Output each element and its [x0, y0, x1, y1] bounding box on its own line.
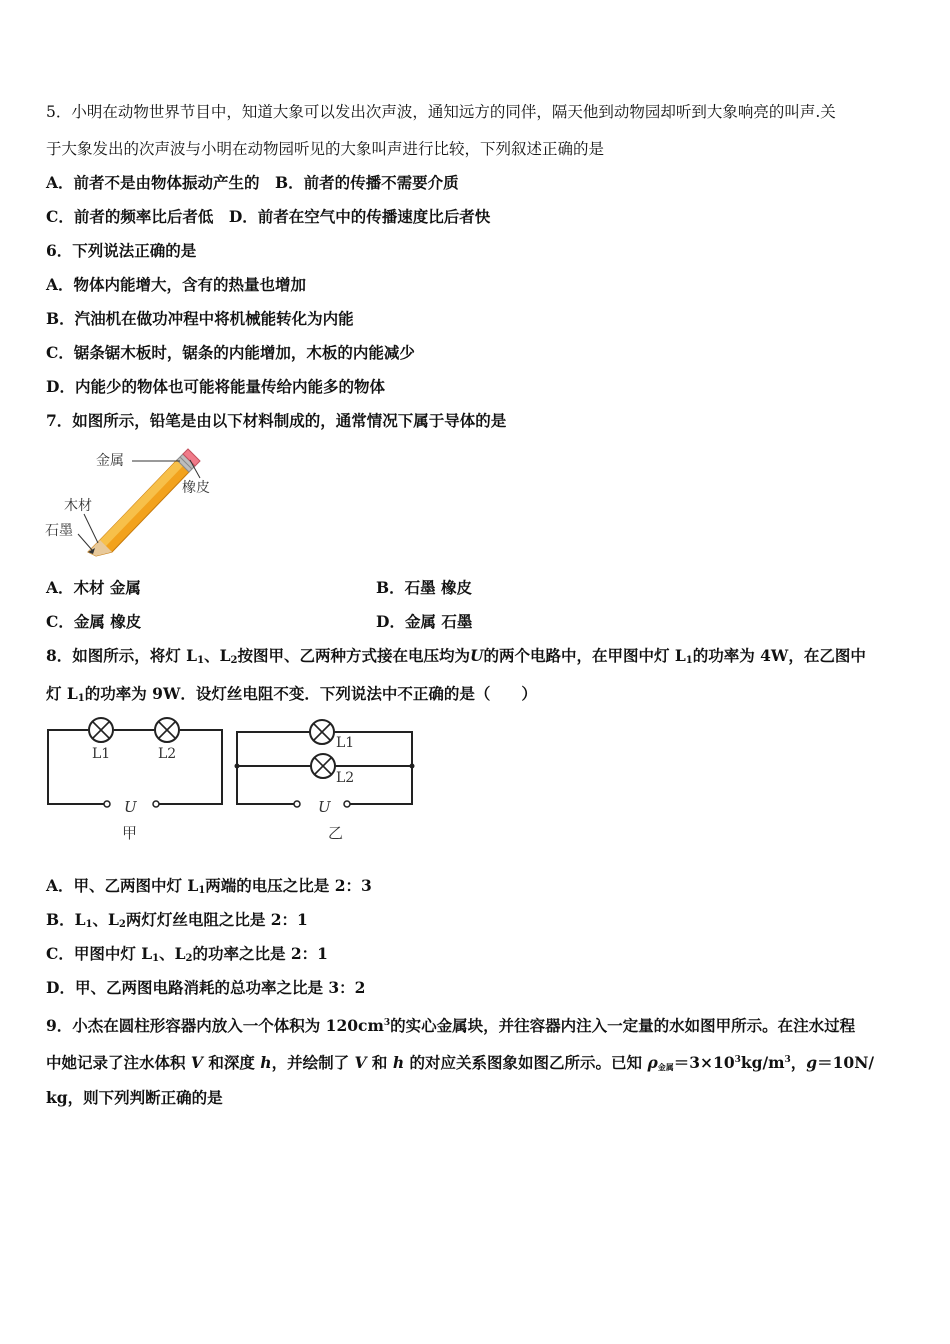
jia-l2-label: L2 [158, 746, 177, 762]
q6-option-b: B．汽油机在做功冲程中将机械能转化为内能 [46, 309, 354, 328]
jia-caption: 甲 [122, 824, 138, 842]
jia-u-label: U [124, 798, 137, 816]
q6-option-c: C．锯条锯木板时，锯条的内能增加，木板的内能减少 [46, 343, 415, 362]
yi-caption: 乙 [328, 824, 344, 842]
q8-option-c: C．甲图中灯 $L_1$、$L_2$的功率之比是 2：1 [46, 944, 328, 964]
q8-option-a: A．甲、乙两图中灯 $L_1$两端的电压之比是 2：3 [46, 876, 372, 896]
q8-option-b: B．$L_1$、$L_2$两灯灯丝电阻之比是 2：1 [46, 910, 308, 930]
lamp-l1-icon [89, 718, 113, 742]
q7-option-c: C．金属 橡皮 [46, 612, 142, 631]
yi-u-label: U [318, 798, 331, 816]
q8-option-d: D．甲、乙两图电路消耗的总功率之比是 3：2 [46, 978, 366, 997]
q5-stem-line2: 于大象发出的次声波与小明在动物园听见的大象叫声进行比较，下列叙述正确的是 [46, 140, 605, 158]
q5-options-line1: A．前者不是由物体振动产生的 B．前者的传播不需要介质 [46, 173, 459, 192]
label-graphite: 石墨 [45, 523, 73, 539]
q7-stem: 7．如图所示，铅笔是由以下材料制成的，通常情况下属于导体的是 [46, 411, 507, 430]
q6-option-a: A．物体内能增大，含有的热量也增加 [46, 275, 307, 294]
lamp-l1-icon [310, 720, 334, 744]
terminal-icon [344, 801, 350, 807]
pencil-figure [40, 440, 230, 565]
q8-stem-line2: 灯 $L_1$的功率为 9W．设灯丝电阻不变．下列说法中不正确的是（ ） [46, 684, 537, 704]
circuit-yi [232, 716, 417, 846]
yi-l2-label: L2 [336, 770, 355, 786]
terminal-icon [153, 801, 159, 807]
q9-line3: kg，则下列判断正确的是 [46, 1088, 223, 1107]
lamp-l2-icon [155, 718, 179, 742]
q9-line2: 中她记录了注水体积 V 和深度 h，并绘制了 V 和 h 的对应关系图象如图乙所示。已知 $\rho_{金属}=3\times 10^3kg/m^3$，g＝10N/ [46, 1053, 875, 1072]
label-wood: 木材 [64, 498, 92, 514]
terminal-icon [294, 801, 300, 807]
q6-option-d: D．内能少的物体也可能将能量传给内能多的物体 [46, 377, 385, 396]
terminal-icon [104, 801, 110, 807]
label-rubber: 橡皮 [182, 480, 210, 496]
q8-stem-line1: 8．如图所示，将灯 $L_1$、$L_2$按图甲、乙两种方式接在电压均为U的两个电路中，在甲图中灯 $L_1$的功率为 4W，在乙图中 [46, 646, 866, 666]
circuit-jia [44, 716, 229, 846]
q5-options-line2: C．前者的频率比后者低 D．前者在空气中的传播速度比后者快 [46, 207, 491, 226]
jia-l1-label: L1 [92, 746, 111, 762]
q6-stem: 6．下列说法正确的是 [46, 241, 197, 260]
q7-option-a: A．木材 金属 [46, 578, 141, 597]
lamp-l2-icon [311, 754, 335, 778]
q7-option-d: D．金属 石墨 [376, 612, 473, 631]
yi-l1-label: L1 [336, 735, 355, 751]
q5-stem-line1: 5．小明在动物世界节目中，知道大象可以发出次声波，通知远方的同伴，隔天他到动物园却听到大象响亮的叫声.关 [46, 103, 836, 121]
q7-option-b: B．石墨 橡皮 [376, 578, 472, 597]
label-metal: 金属 [96, 453, 124, 469]
q9-line1: 9．小杰在圆柱形容器内放入一个体积为 $120cm^3$的实心金属块，并往容器内注入一定量的水如图甲所示。在注水过程 [46, 1016, 856, 1035]
